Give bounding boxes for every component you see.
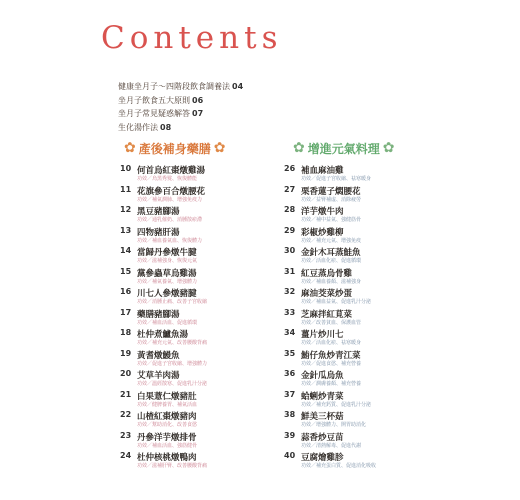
intro-item-text: 健康坐月子～四階段飲食調養法: [118, 82, 230, 91]
recipe-page-number: 16: [120, 287, 132, 296]
recipe-page-number: 37: [284, 389, 296, 399]
recipe-page-number: 39: [284, 430, 296, 440]
recipe-title: 黨參蟲草烏雞湯: [137, 268, 197, 279]
recipe-title: 鮪仔魚炒青江菜: [301, 350, 361, 361]
recipe-title: 鮮美三杯菇: [301, 412, 344, 422]
recipe-title: 蒜香炒豆苗: [301, 432, 344, 443]
recipe-page-number: 23: [120, 430, 132, 440]
recipe-page-number: 12: [120, 205, 132, 214]
recipe-title: 補血麻油雞: [301, 166, 344, 176]
recipe-title: 白果薏仁燉豬肚: [137, 391, 197, 402]
recipe-title: 丹參洋芋燉排骨: [137, 432, 197, 443]
recipe-description: 功效／補氣養氣、增強體力: [137, 278, 198, 285]
page-title: Contents: [101, 20, 283, 56]
recipe-description: 功效／補血養氣血、恢復體力: [137, 237, 203, 244]
intro-item-text: 坐月子飲食五大原則: [118, 95, 190, 105]
recipe-page-number: 20: [120, 369, 132, 378]
recipe-description: 功效／活血化瘀、促進循環: [301, 258, 362, 264]
intro-item-page: 07: [192, 109, 204, 118]
intro-item-page: 06: [192, 95, 204, 105]
recipe-description: 功效／益腎補虛、消除疲勞: [301, 196, 362, 203]
intro-list: [118, 80, 243, 134]
recipe-title: 川七人參燉豬腱: [137, 289, 197, 299]
recipe-page-number: 21: [120, 389, 132, 399]
recipe-page-number: 34: [284, 328, 296, 337]
recipe-page-number: 27: [284, 184, 296, 194]
recipe-title: 藥膳豬腳湯: [137, 309, 180, 320]
recipe-page-number: 40: [284, 451, 296, 460]
recipe-title: 山楂紅棗燉豬肉: [137, 412, 197, 422]
recipe-description: 功效／促進子宮收縮、祛寒暖身: [301, 176, 372, 182]
intro-item-page: 04: [232, 82, 244, 91]
recipe-page-number: 29: [284, 225, 296, 235]
section-label: 增進元氣料理: [307, 141, 380, 156]
recipe-page-number: 36: [284, 369, 296, 378]
intro-item[interactable]: [118, 107, 243, 121]
recipe-description: 功效／滋補強身、恢復元氣: [137, 258, 198, 264]
flourish-icon: ✿: [213, 140, 226, 156]
recipe-description: 功效／補中益氣、強健筋骨: [301, 217, 362, 223]
recipe-description: 功效／健脾養胃、補氣活血: [137, 401, 198, 408]
recipe-page-number: 22: [120, 410, 132, 419]
recipe-title: 金針木耳蒸鮭魚: [301, 248, 361, 258]
recipe-page-number: 33: [284, 307, 296, 317]
recipe-title: 紅豆蒸烏骨雞: [301, 268, 353, 279]
recipe-description: 功效／增強體力、開胃助消化: [301, 422, 367, 428]
recipe-page-number: 31: [284, 266, 296, 276]
intro-item-text: 坐月子常見疑惑解答: [118, 109, 190, 118]
recipe-page-number: 13: [120, 225, 132, 235]
recipe-description: 功效／改善貧血、保護血管: [301, 319, 362, 326]
recipe-title: 芝麻拌紅莧菜: [301, 309, 353, 320]
recipe-page-number: 14: [120, 246, 132, 255]
recipe-title: 花旗參百合燉腰花: [137, 186, 206, 197]
recipe-page-number: 35: [284, 348, 296, 358]
recipe-description: 功效／滋補肝腎、改善腰酸背痛: [137, 463, 208, 469]
recipe-page-number: 19: [120, 348, 132, 358]
recipe-title: 艾草羊肉湯: [137, 371, 180, 381]
recipe-title: 蛤蜊炒青菜: [301, 391, 344, 402]
recipe-page-number: 32: [284, 287, 296, 296]
recipe-description: 功效／促進食慾、補充營養: [301, 360, 362, 367]
recipe-title: 杜仲煮鱸魚湯: [137, 330, 189, 340]
recipe-description: 功效／補血益氣、促進乳汁分泌: [301, 299, 372, 305]
recipe-description: 功效／補血養顏、滋補強身: [301, 278, 362, 285]
recipe-page-number: 18: [120, 328, 132, 337]
recipe-description: 功效／幫助消化、改善食慾: [137, 422, 198, 428]
recipe-title: 金針瓜烏魚: [301, 371, 344, 381]
intro-item[interactable]: [118, 94, 243, 108]
recipe-title: 麻油茭菜炒蛋: [301, 289, 353, 299]
recipe-title: 栗香蓮子燜腰花: [301, 186, 361, 197]
flourish-icon: ✿: [124, 140, 136, 156]
recipe-title: 薑片炒川七: [301, 330, 344, 340]
recipe-description: 功效／溫經散寒、促進乳汁分泌: [137, 381, 208, 387]
recipe-title: 何首烏紅棗燉雞湯: [137, 166, 206, 176]
recipe-page-number: 15: [120, 266, 132, 276]
recipe-description: 功效／補充元氣、改善腰酸背痛: [137, 340, 208, 346]
recipe-description: 功效／活血化瘀、祛寒暖身: [301, 340, 362, 346]
section-heading-right: [293, 140, 394, 156]
recipe-description: 功效／補氣潤肺、增強免疫力: [137, 196, 203, 203]
recipe-title: 黑豆豬腳湯: [137, 207, 180, 217]
recipe-title: 黃耆燉鰻魚: [137, 350, 180, 361]
recipe-page-number: 10: [120, 164, 132, 173]
recipe-page-number: 28: [284, 205, 296, 214]
intro-item[interactable]: [118, 121, 243, 135]
recipe-page-number: 24: [120, 451, 132, 460]
recipe-title: 豆腐燴雞胗: [301, 453, 344, 463]
recipe-description: 功效／補血活血、強筋健骨: [137, 442, 198, 449]
recipe-title: 洋芋燉牛肉: [301, 207, 344, 217]
recipe-title: 四物豬肝湯: [137, 227, 180, 238]
recipe-description: 功效／促進子宮收縮、增強體力: [137, 360, 208, 367]
recipe-description: 功效／通乳催奶、消腫散瘀滯: [137, 217, 203, 223]
intro-item-text: 生化湯作法: [118, 122, 158, 132]
recipe-description: 功效／消腫止痛、改善子宮收縮: [137, 299, 208, 305]
recipe-title: 當歸丹參燉牛腱: [137, 248, 197, 258]
recipe-page-number: 17: [120, 307, 132, 317]
recipe-description: 功效／補充元氣、增強免疫: [301, 237, 362, 244]
recipe-description: 功效／補血活血、促進循環: [137, 319, 198, 326]
recipe-description: 功效／烏黑秀髮、恢復體能: [137, 176, 198, 182]
intro-item[interactable]: [118, 80, 243, 94]
recipe-description: 功效／清熱解毒、促進代謝: [301, 442, 362, 449]
recipe-description: 功效／潤膚養顏、補充營養: [301, 381, 362, 387]
recipe-description: 功效／補充蛋白質、促進消化吸收: [301, 463, 377, 469]
recipe-title: 杜仲核桃燉鴨肉: [137, 453, 197, 463]
recipe-page-number: 11: [120, 184, 132, 194]
section-heading-left: [124, 140, 225, 156]
recipe-page-number: 30: [284, 246, 296, 255]
flourish-icon: ✿: [382, 140, 395, 156]
recipe-page-number: 26: [284, 164, 296, 173]
recipe-title: 彩椒炒雞柳: [301, 227, 344, 238]
recipe-page-number: 38: [284, 410, 296, 419]
flourish-icon: ✿: [293, 140, 305, 156]
intro-item-page: 08: [160, 122, 172, 132]
section-label: 產後補身藥膳: [138, 141, 211, 156]
recipe-description: 功效／補充鈣質、促進乳汁分泌: [301, 401, 372, 408]
